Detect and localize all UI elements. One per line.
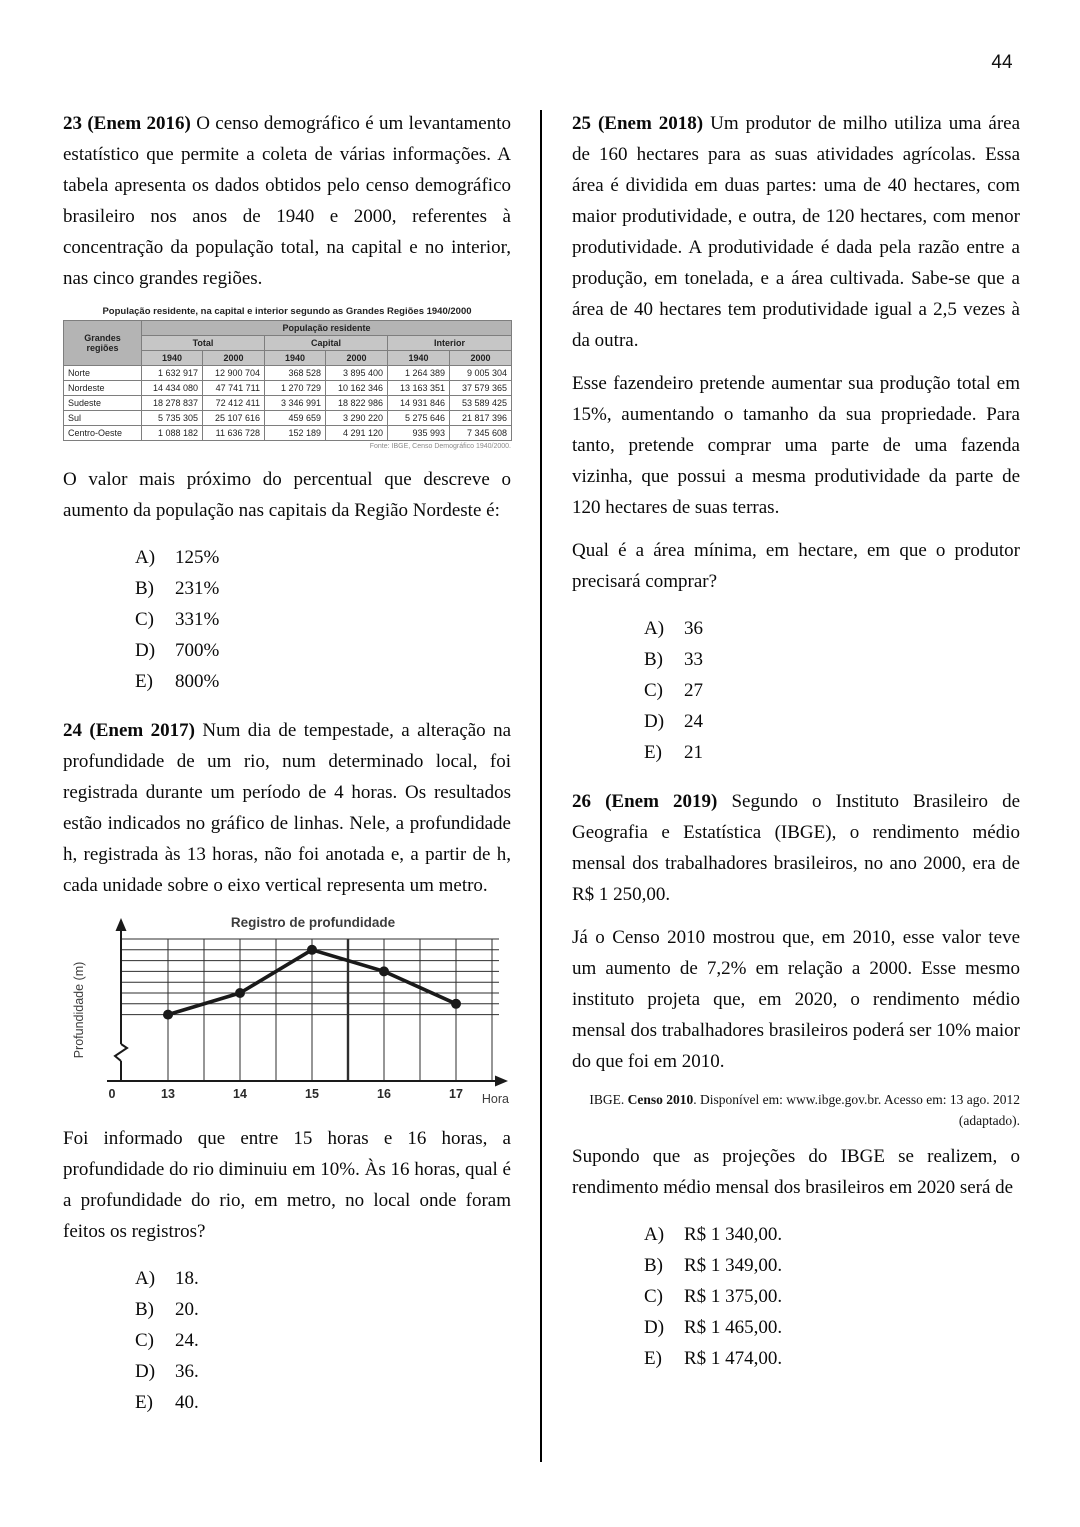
option-letter: A)	[135, 1268, 156, 1289]
option	[135, 1356, 511, 1387]
question-26-intro-text: Segundo o Instituto Brasileiro de Geografia e Estatística (IBGE), o rendimento médio mensal dos trabalhadores brasileiros, no ano 2000, era de R$ 1 250,00.	[572, 791, 1020, 905]
table-cell: 37 579 365	[450, 381, 512, 396]
option-letter: E)	[135, 671, 153, 692]
option-text: 36.	[175, 1361, 199, 1382]
option-text: 331%	[175, 609, 220, 630]
option-letter: D)	[135, 640, 156, 661]
question-23-options	[135, 542, 511, 697]
question-23-lead: 23 (Enem 2016)	[63, 113, 191, 134]
tick-label: 0	[108, 1087, 116, 1101]
x-axis-arrow-icon	[495, 1076, 508, 1087]
table-cell: 11 636 728	[203, 426, 265, 441]
option-letter: C)	[135, 1330, 154, 1351]
header-cell: Interior	[388, 336, 512, 351]
citation-title: Censo 2010	[627, 1092, 694, 1107]
table-header-row	[64, 321, 512, 336]
option-letter: A)	[644, 1224, 665, 1245]
option-text: 800%	[175, 671, 220, 692]
option-text: 24.	[175, 1330, 199, 1351]
option-letter: C)	[644, 680, 663, 701]
option	[644, 1250, 1020, 1281]
option-letter: B)	[644, 649, 663, 670]
table-cell: Sul	[64, 411, 142, 426]
table-cell: 53 589 425	[450, 396, 512, 411]
question-24-stem: Foi informado que entre 15 horas e 16 horas, a profundidade do rio diminuiu em 10%. Às 16 horas, qual é a profundidade do rio, em metro, no local onde foram feitos os registros?	[63, 1128, 511, 1242]
table-cell: Nordeste	[64, 381, 142, 396]
table-cell: 5 735 305	[142, 411, 203, 426]
y-axis-break-icon	[115, 1044, 127, 1061]
option-text: 24	[684, 711, 703, 732]
option-text: R$ 1 340,00.	[684, 1224, 783, 1245]
table-cell: 1 088 182	[142, 426, 203, 441]
option-text: 40.	[175, 1392, 199, 1413]
table-cell: 18 822 986	[326, 396, 388, 411]
tick-label: 13	[161, 1087, 175, 1101]
table-cell: 21 817 396	[450, 411, 512, 426]
question-25-lead: 25 (Enem 2018)	[572, 113, 704, 134]
table-cell: 18 278 837	[142, 396, 203, 411]
option-text: 33	[684, 649, 703, 670]
option	[644, 613, 1020, 644]
table-cell: 72 412 411	[203, 396, 265, 411]
x-axis-ticks	[109, 1087, 463, 1101]
option-text: 125%	[175, 547, 220, 568]
option-text: 18.	[175, 1268, 199, 1289]
question-25-intro-text: Um produtor de milho utiliza uma área de 160 hectares para as suas atividades agrícolas. Essa área é dividida em duas partes: uma de 40 hectares, com maior produtividade, e outra, de 120 hectares, com menor produtividade. A produtividade é dada pela razão entre a produção, em tonelada, e a área cultivada. Sabe-se que a área de 40 hectares tem produtividade igual a 2,5 vezes à da outra.	[572, 113, 1021, 351]
tick-label: 16	[377, 1087, 391, 1101]
table-row	[64, 381, 512, 396]
table-cell: 3 290 220	[326, 411, 388, 426]
option	[644, 1219, 1020, 1250]
question-23-stem: O valor mais próximo do percentual que descreve o aumento da população nas capitais da Região Nordeste é:	[63, 469, 511, 521]
header-cell: Total	[142, 336, 265, 351]
question-25-intro	[572, 108, 1020, 356]
table-cell: 7 345 608	[450, 426, 512, 441]
table-cell: Centro-Oeste	[64, 426, 142, 441]
header-cell: 1940	[142, 351, 203, 366]
question-24-options	[135, 1263, 511, 1418]
question-26-paragraph-2: Já o Censo 2010 mostrou que, em 2010, esse valor teve um aumento de 7,2% em relação a 2000. Esse mesmo instituto projeta que, em 2020, o rendimento médio mensal dos trabalhadores brasileiros poderá ser 10% maior do que foi em 2010.	[572, 927, 1020, 1072]
question-25-stem: Qual é a área mínima, em hectare, em que o produtor precisará comprar?	[572, 540, 1020, 592]
tick-label: 15	[305, 1087, 319, 1101]
option-text: 231%	[175, 578, 220, 599]
option-text: R$ 1 375,00.	[684, 1286, 783, 1307]
option	[135, 635, 511, 666]
table-cell: Norte	[64, 366, 142, 381]
table-cell: 1 270 729	[265, 381, 326, 396]
table-row	[64, 411, 512, 426]
table-cell: 25 107 616	[203, 411, 265, 426]
option-letter: D)	[644, 1317, 665, 1338]
option	[135, 604, 511, 635]
table-cell: 4 291 120	[326, 426, 388, 441]
option-letter: C)	[135, 609, 154, 630]
option	[644, 675, 1020, 706]
tick-label: 14	[233, 1087, 247, 1101]
header-cell: Capital	[265, 336, 388, 351]
option-letter: E)	[644, 742, 662, 763]
question-25-paragraph-2: Esse fazendeiro pretende aumentar sua produção total em 15%, aumentando o tamanho da sua propriedade. Para tanto, pretende comprar uma parte de uma fazenda vizinha, que possui a mesma produtividade da parte de 120 hectares de suas terras.	[572, 373, 1020, 518]
question-26-lead: 26 (Enem 2019)	[572, 791, 718, 812]
option-letter: C)	[644, 1286, 663, 1307]
table-cell: 1 632 917	[142, 366, 203, 381]
table-cell: 152 189	[265, 426, 326, 441]
table-cell: 368 528	[265, 366, 326, 381]
header-cell: 2000	[450, 351, 512, 366]
option-text: R$ 1 474,00.	[684, 1348, 783, 1369]
question-26-intro	[572, 786, 1020, 910]
x-axis-label: Hora	[481, 1092, 509, 1106]
question-26-citation	[572, 1089, 1020, 1131]
option	[135, 1263, 511, 1294]
option-letter: E)	[135, 1392, 153, 1413]
table-cell: 5 275 646	[388, 411, 450, 426]
question-23-intro	[63, 108, 511, 294]
table-cell: 1 264 389	[388, 366, 450, 381]
column-divider	[540, 110, 542, 1462]
option-text: 20.	[175, 1299, 199, 1320]
option-text: 36	[684, 618, 703, 639]
option	[644, 1343, 1020, 1374]
population-table-block	[63, 306, 511, 450]
table-cell: 13 163 351	[388, 381, 450, 396]
option	[135, 1294, 511, 1325]
header-cell: 2000	[203, 351, 265, 366]
table-cell: 935 993	[388, 426, 450, 441]
option-letter: B)	[644, 1255, 663, 1276]
table-cell: 459 659	[265, 411, 326, 426]
table-cell: 12 900 704	[203, 366, 265, 381]
option-text: 700%	[175, 640, 220, 661]
y-axis-label: Profundidade (m)	[72, 961, 86, 1059]
option	[135, 542, 511, 573]
option	[644, 737, 1020, 768]
chart-title: Registro de profundidade	[230, 915, 396, 930]
question-25-options	[644, 613, 1020, 768]
option-letter: D)	[644, 711, 665, 732]
right-column	[572, 108, 1020, 1392]
depth-chart	[63, 913, 511, 1113]
option-letter: A)	[644, 618, 665, 639]
question-26-options	[644, 1219, 1020, 1374]
table-cell: 9 005 304	[450, 366, 512, 381]
option	[644, 1281, 1020, 1312]
option	[644, 1312, 1020, 1343]
table-cell: 47 741 711	[203, 381, 265, 396]
option-text: R$ 1 465,00.	[684, 1317, 783, 1338]
population-table	[63, 320, 512, 441]
header-cell: 2000	[326, 351, 388, 366]
option	[135, 666, 511, 697]
header-cell: 1940	[265, 351, 326, 366]
option-letter: D)	[135, 1361, 156, 1382]
table-title: População residente, na capital e interior segundo as Grandes Regiões 1940/2000	[102, 306, 472, 317]
left-column	[63, 108, 511, 1436]
table-row	[64, 396, 512, 411]
option	[644, 706, 1020, 737]
option-text: R$ 1 349,00.	[684, 1255, 783, 1276]
option-letter: E)	[644, 1348, 662, 1369]
header-cell: 1940	[388, 351, 450, 366]
option	[135, 573, 511, 604]
question-24-intro	[63, 715, 511, 901]
question-24-intro-text: Num dia de tempestade, a alteração na profundidade de um rio, num determinado local, foi registrada durante um período de 4 horas. Os resultados estão indicados no gráfico de linhas. Nele, a profundidade h, registrada às 13 horas, não foi anotada e, a partir de h, cada unidade sobre o eixo vertical representa um metro.	[63, 720, 512, 896]
option-letter: B)	[135, 578, 154, 599]
citation-suffix: . Disponível em: www.ibge.gov.br. Acesso em: 13 ago. 2012 (adaptado).	[693, 1092, 1020, 1128]
option-text: 27	[684, 680, 703, 701]
question-23-intro-text: O censo demográfico é um levantamento estatístico que permite a coleta de várias informações. A tabela apresenta os dados obtidos pelo censo demográfico brasileiro nos anos de 1940 e 2000, referentes à concentração da população total, na capital e no interior, nas cinco grandes regiões.	[63, 113, 512, 289]
table-cell: 10 162 346	[326, 381, 388, 396]
table-row	[64, 426, 512, 441]
table-cell: Sudeste	[64, 396, 142, 411]
table-cell: 14 931 846	[388, 396, 450, 411]
y-axis-arrow-icon	[116, 918, 127, 931]
table-source: Fonte: IBGE, Censo Demográfico 1940/2000.	[369, 443, 511, 450]
header-cell-group: População residente	[142, 321, 512, 336]
option	[644, 644, 1020, 675]
tick-label: 17	[449, 1087, 463, 1101]
depth-chart-block	[63, 913, 511, 1113]
option	[135, 1325, 511, 1356]
page-number: 44	[991, 52, 1013, 73]
citation-prefix: IBGE.	[589, 1092, 628, 1107]
table-cell: 3 346 991	[265, 396, 326, 411]
option-letter: B)	[135, 1299, 154, 1320]
table-row	[64, 366, 512, 381]
option-text: 21	[684, 742, 703, 763]
header-cell-regions: Grandes regiões	[64, 321, 142, 366]
question-26-stem: Supondo que as projeções do IBGE se realizem, o rendimento médio mensal dos brasileiros em 2020 será de	[572, 1146, 1020, 1198]
table-cell: 14 434 080	[142, 381, 203, 396]
option	[135, 1387, 511, 1418]
question-24-lead: 24 (Enem 2017)	[63, 720, 195, 741]
table-cell: 3 895 400	[326, 366, 388, 381]
option-letter: A)	[135, 547, 156, 568]
